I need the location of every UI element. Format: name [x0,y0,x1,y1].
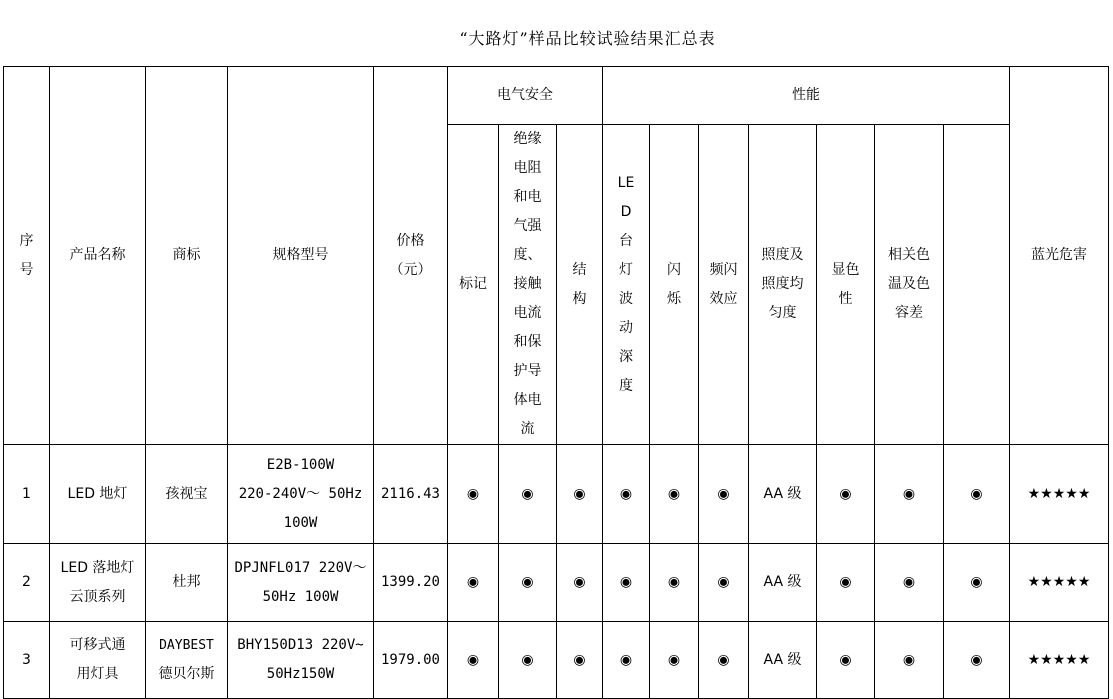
cell-marking: ◉ [448,445,499,544]
cell-model-line: DPJNFL017 220V～ [234,559,367,576]
cell-cct: ◉ [875,622,944,699]
header-group-safety: 电气安全 [448,67,603,125]
cell-model-line: E2B-100W [266,456,335,473]
cell-cct: ◉ [875,544,944,622]
cell-overall-stars: ★★★★★ [1010,622,1109,699]
cell-structure: ◉ [557,622,603,699]
cell-brand-line: DAYBEST [159,638,214,653]
header-illuminance: 照度及照度均匀度 [749,125,817,445]
header-structure: 结构 [557,125,603,445]
cell-led-fluct: ◉ [603,544,650,622]
document-title: “大路灯”样品比较试验结果汇总表 [459,29,716,48]
cell-seq: 2 [4,544,50,622]
cell-color-rendering: ◉ [817,622,875,699]
cell-overall-stars: ★★★★★ [1010,544,1109,622]
cell-flicker: ◉ [650,622,699,699]
cell-blue-light: ◉ [944,622,1010,699]
header-price: 价格（元） [374,67,448,445]
cell-name-line: 可移式通 [69,637,126,653]
cell-illuminance: AA 级 [749,445,817,544]
cell-model [228,445,374,544]
cell-name-line: LED 落地灯 [60,559,135,576]
cell-model-line: 50Hz150W [266,666,335,682]
cell-insulation: ◉ [499,544,557,622]
header-seq: 序号 [4,67,50,445]
cell-model-line: 100W [283,514,318,531]
cell-insulation: ◉ [499,445,557,544]
cell-led-fluct: ◉ [603,445,650,544]
header-color-rendering: 显色性 [817,125,875,445]
cell-color-rendering: ◉ [817,445,875,544]
cell-price: 2116.43 [374,445,448,544]
cell-model-line: 220-240V～ 50Hz [238,485,363,502]
cell-model [228,622,374,699]
results-table [3,66,1109,699]
header-brand: 商标 [146,67,228,445]
cell-brand: 孩视宝 [146,445,228,544]
cell-name [50,622,146,699]
cell-price: 1979.00 [374,622,448,699]
cell-blue-light: ◉ [944,445,1010,544]
cell-marking: ◉ [448,622,499,699]
table-row [4,544,1109,622]
cell-insulation: ◉ [499,622,557,699]
cell-illuminance: AA 级 [749,544,817,622]
cell-name-line: 用灯具 [76,666,119,682]
cell-overall-stars: ★★★★★ [1010,445,1109,544]
header-insulation: 绝缘电阻和电气强度、接触电流和保护导体电流 [499,125,557,445]
cell-seq: 1 [4,445,50,544]
header-name: 产品名称 [50,67,146,445]
cell-illuminance: AA 级 [749,622,817,699]
cell-led-fluct: ◉ [603,622,650,699]
cell-marking: ◉ [448,544,499,622]
cell-brand-line: 德贝尔斯 [158,666,215,682]
header-stroboscopic: 频闪效应 [699,125,749,445]
cell-name [50,544,146,622]
cell-price: 1399.20 [374,544,448,622]
cell-brand: 杜邦 [146,544,228,622]
header-led-fluct: LED台灯波动深度 [603,125,650,445]
cell-structure: ◉ [557,445,603,544]
table-row [4,445,1109,544]
cell-brand [146,622,228,699]
cell-flicker: ◉ [650,445,699,544]
header-blue-light: 蓝光危害 [1010,67,1109,445]
cell-color-rendering: ◉ [817,544,875,622]
cell-structure: ◉ [557,544,603,622]
cell-cct: ◉ [875,445,944,544]
cell-blue-light: ◉ [944,544,1010,622]
cell-seq: 3 [4,622,50,699]
header-group-performance: 性能 [603,67,1010,125]
cell-name-line: 云顶系列 [69,588,126,605]
cell-model [228,544,374,622]
cell-stroboscopic: ◉ [699,622,749,699]
header-cct: 相关色温及色容差 [875,125,944,445]
header-row-1 [4,67,1109,125]
header-marking: 标记 [448,125,499,445]
cell-stroboscopic: ◉ [699,445,749,544]
cell-stroboscopic: ◉ [699,544,749,622]
cell-flicker: ◉ [650,544,699,622]
header-model: 规格型号 [228,67,374,445]
table-row [4,622,1109,699]
cell-name: LED 地灯 [50,445,146,544]
header-flicker: 闪烁 [650,125,699,445]
cell-model-line: 50Hz 100W [262,588,339,605]
cell-model-line: BHY150D13 220V~ [237,637,364,653]
